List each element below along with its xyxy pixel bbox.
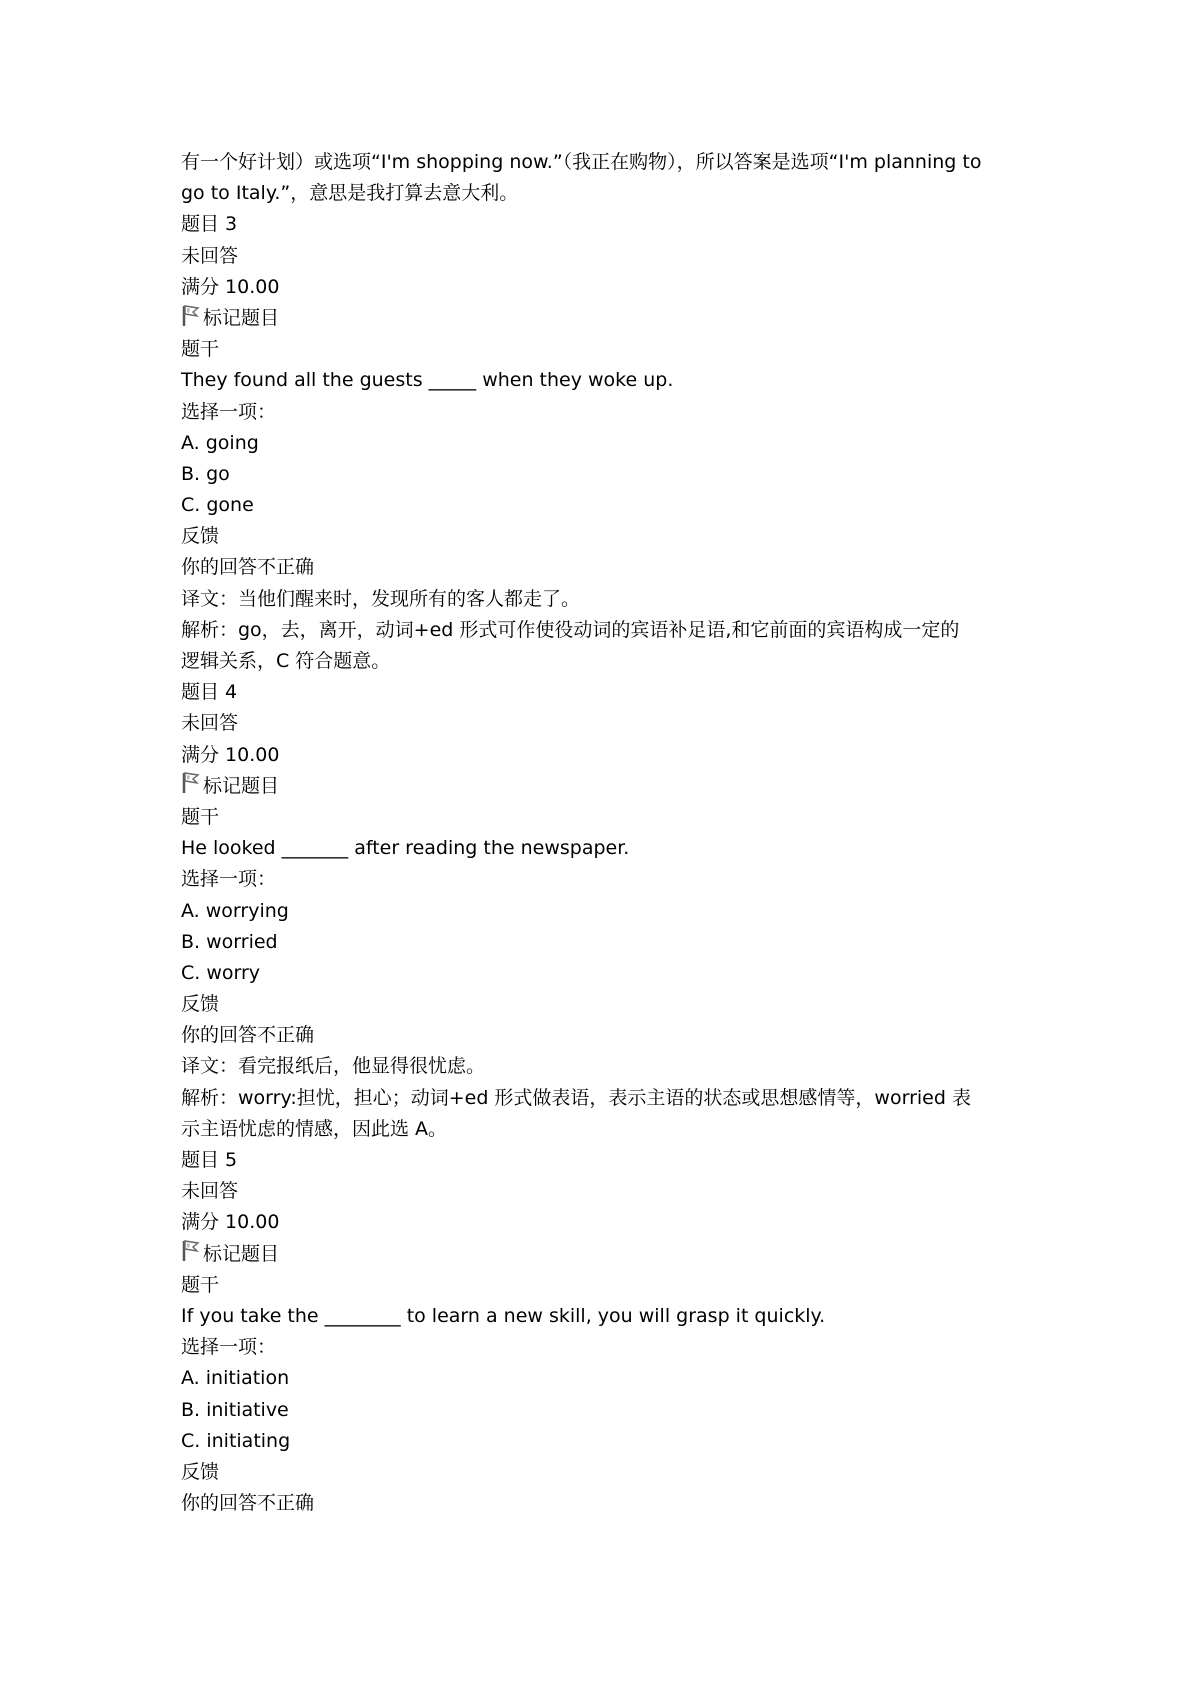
flag-question-button[interactable] bbox=[181, 771, 1021, 802]
question-score: 满分 10.00 bbox=[181, 743, 280, 766]
choose-label: 选择一项： bbox=[181, 1336, 277, 1359]
flag-question-label: 标记题目 bbox=[203, 306, 280, 329]
option-a[interactable]: A. going bbox=[181, 431, 259, 454]
option-b[interactable]: B. go bbox=[181, 462, 230, 485]
translation-text: 译文：当他们醒来时，发现所有的客人都走了。 bbox=[181, 587, 581, 610]
question-score: 满分 10.00 bbox=[181, 1211, 280, 1234]
question-status: 未回答 bbox=[181, 712, 239, 735]
stem-label: 题干 bbox=[181, 1273, 220, 1296]
analysis-line-1: 解析：worry:担忧，担心；动词+ed 形式做表语，表示主语的状态或思想感情等，worried 表 bbox=[181, 1086, 971, 1109]
stem-label: 题干 bbox=[181, 805, 220, 828]
flag-icon bbox=[181, 1239, 201, 1263]
feedback-label: 反馈 bbox=[181, 1460, 220, 1483]
question-title: 题目 3 bbox=[181, 213, 238, 236]
question-stem: He looked _______ after reading the newspaper. bbox=[181, 837, 630, 860]
option-c[interactable]: C. initiating bbox=[181, 1429, 291, 1452]
flag-question-button[interactable] bbox=[181, 1239, 1021, 1270]
option-c[interactable]: C. worry bbox=[181, 961, 261, 984]
choose-label: 选择一项： bbox=[181, 868, 277, 891]
question-block-3 bbox=[181, 209, 1021, 677]
question-stem: If you take the ________ to learn a new skill, you will grasp it quickly. bbox=[181, 1304, 826, 1327]
option-c[interactable]: C. gone bbox=[181, 494, 254, 517]
answer-result: 你的回答不正确 bbox=[181, 556, 315, 579]
question-status: 未回答 bbox=[181, 244, 239, 267]
question-block-4 bbox=[181, 677, 1021, 1145]
choose-label: 选择一项： bbox=[181, 400, 277, 423]
question-status: 未回答 bbox=[181, 1180, 239, 1203]
flag-question-label: 标记题目 bbox=[203, 1242, 280, 1265]
option-b[interactable]: B. worried bbox=[181, 930, 278, 953]
stem-label: 题干 bbox=[181, 338, 220, 361]
flag-question-button[interactable] bbox=[181, 303, 1021, 334]
option-b[interactable]: B. initiative bbox=[181, 1398, 289, 1421]
document-page bbox=[181, 147, 1021, 1519]
question-block-5 bbox=[181, 1145, 1021, 1519]
previous-analysis-line-1: 有一个好计划）或选项“I'm shopping now.”（我正在购物），所以答案是选项“I'm planning to bbox=[181, 151, 982, 173]
answer-result: 你的回答不正确 bbox=[181, 1024, 315, 1047]
question-title: 题目 4 bbox=[181, 681, 238, 704]
analysis-line-1: 解析：go，去，离开，动词+ed 形式可作使役动词的宾语补足语,和它前面的宾语构成一定的 bbox=[181, 618, 960, 641]
option-a[interactable]: A. initiation bbox=[181, 1367, 290, 1390]
question-title: 题目 5 bbox=[181, 1149, 238, 1171]
flag-icon bbox=[181, 304, 201, 328]
feedback-label: 反馈 bbox=[181, 525, 220, 548]
flag-question-label: 标记题目 bbox=[203, 774, 280, 797]
translation-text: 译文：看完报纸后，他显得很忧虑。 bbox=[181, 1055, 486, 1078]
question-score: 满分 10.00 bbox=[181, 275, 280, 298]
flag-icon bbox=[181, 771, 201, 795]
analysis-line-2: 示主语忧虑的情感，因此选 A。 bbox=[181, 1117, 448, 1140]
previous-analysis-line-2: go to Italy.”，意思是我打算去意大利。 bbox=[181, 182, 519, 205]
option-a[interactable]: A. worrying bbox=[181, 899, 289, 922]
question-stem: They found all the guests _____ when they woke up. bbox=[181, 369, 674, 392]
feedback-label: 反馈 bbox=[181, 993, 220, 1016]
answer-result: 你的回答不正确 bbox=[181, 1492, 315, 1515]
analysis-line-2: 逻辑关系，C 符合题意。 bbox=[181, 650, 391, 672]
